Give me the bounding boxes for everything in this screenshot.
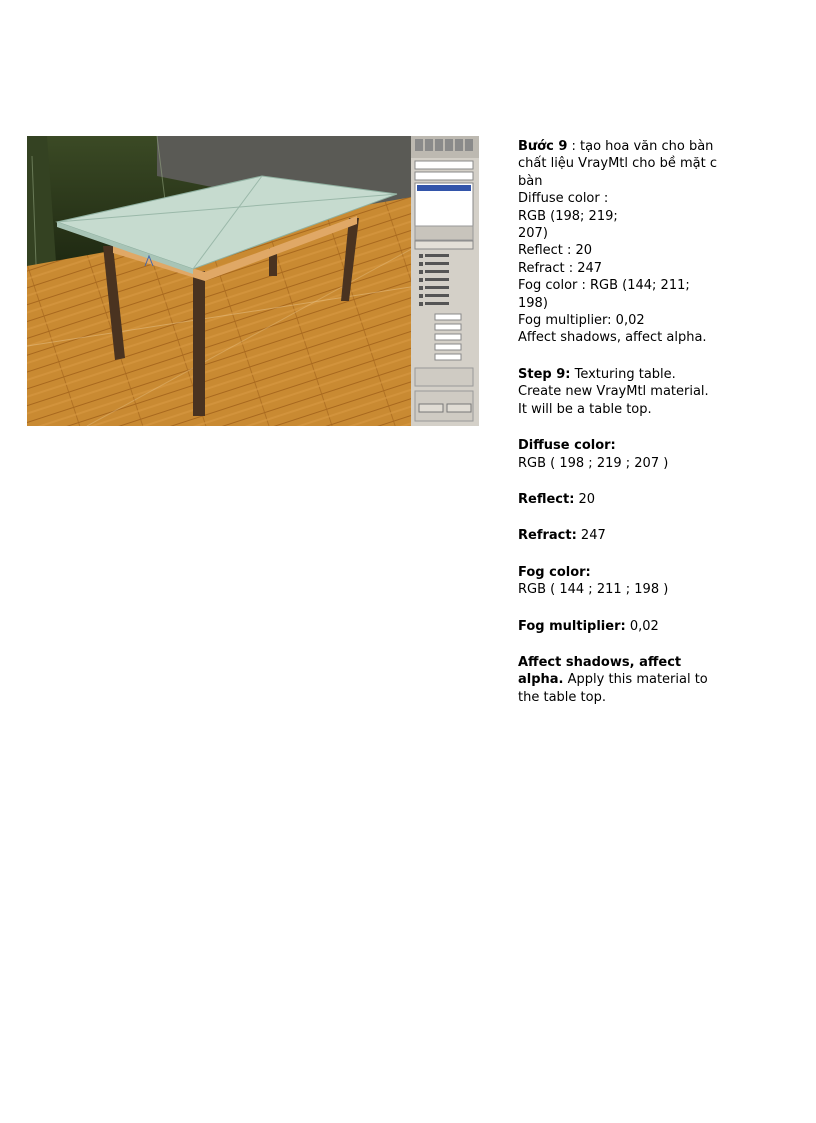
instruction-text (518, 138, 728, 725)
en-reflect-value: 20 (574, 491, 596, 507)
en-diffuse-label: Diffuse color: (518, 438, 616, 454)
vi-diffuse-label: Diffuse color : (518, 191, 609, 207)
en-affect-b-rest: Apply this material to (563, 672, 708, 688)
vi-refract: Refract : 247 (518, 260, 603, 276)
vi-diffuse-b: 207) (518, 226, 548, 242)
en-create: Create new VrayMtl material. (518, 384, 709, 400)
en-fog-mult-value: 0,02 (625, 618, 659, 634)
en-refract-value: 247 (576, 528, 606, 544)
en-diffuse-value: RGB ( 198 ; 219 ; 207 ) (518, 455, 669, 471)
vi-fog-a: Fog color : RGB (144; 211; (518, 278, 690, 294)
en-reflect-label: Reflect: (518, 491, 575, 507)
table-render-illustration (27, 136, 479, 426)
en-affect-block (518, 654, 728, 706)
en-fog-block (518, 564, 728, 599)
en-reflect-block (518, 491, 728, 508)
vi-reflect: Reflect : 20 (518, 243, 593, 259)
en-diffuse-block (518, 437, 728, 472)
en-fog-mult-block (518, 618, 728, 635)
table-leg-front-right (193, 271, 205, 416)
vi-block (518, 138, 728, 347)
en-fog-mult-label: Fog multiplier: (518, 618, 626, 634)
vi-line2: chất liệu VrayMtl cho bề mặt c (518, 156, 717, 172)
en-tabletop: It will be a table top. (518, 401, 652, 417)
vi-title: Bước 9 : tạo hoa văn cho bàn (518, 139, 714, 154)
en-affect-c: the table top. (518, 689, 606, 705)
vi-fog-b: 198) (518, 295, 548, 311)
vi-line3: bàn (518, 173, 543, 189)
en-refract-block (518, 527, 728, 544)
vi-diffuse-a: RGB (198; 219; (518, 208, 618, 224)
en-refract-label: Refract: (518, 528, 577, 544)
en-fog-label: Fog color: (518, 564, 591, 580)
vi-affect: Affect shadows, affect alpha. (518, 330, 707, 346)
viewport-screenshot (27, 136, 479, 426)
en-affect-a: Affect shadows, affect (518, 654, 682, 670)
vi-fog-mult: Fog multiplier: 0,02 (518, 313, 645, 329)
en-affect-b-bold: alpha. (518, 672, 564, 688)
en-step-block (518, 366, 728, 418)
en-fog-value: RGB ( 144 ; 211 ; 198 ) (518, 582, 669, 598)
en-step: Step 9: Texturing table. (518, 366, 676, 382)
